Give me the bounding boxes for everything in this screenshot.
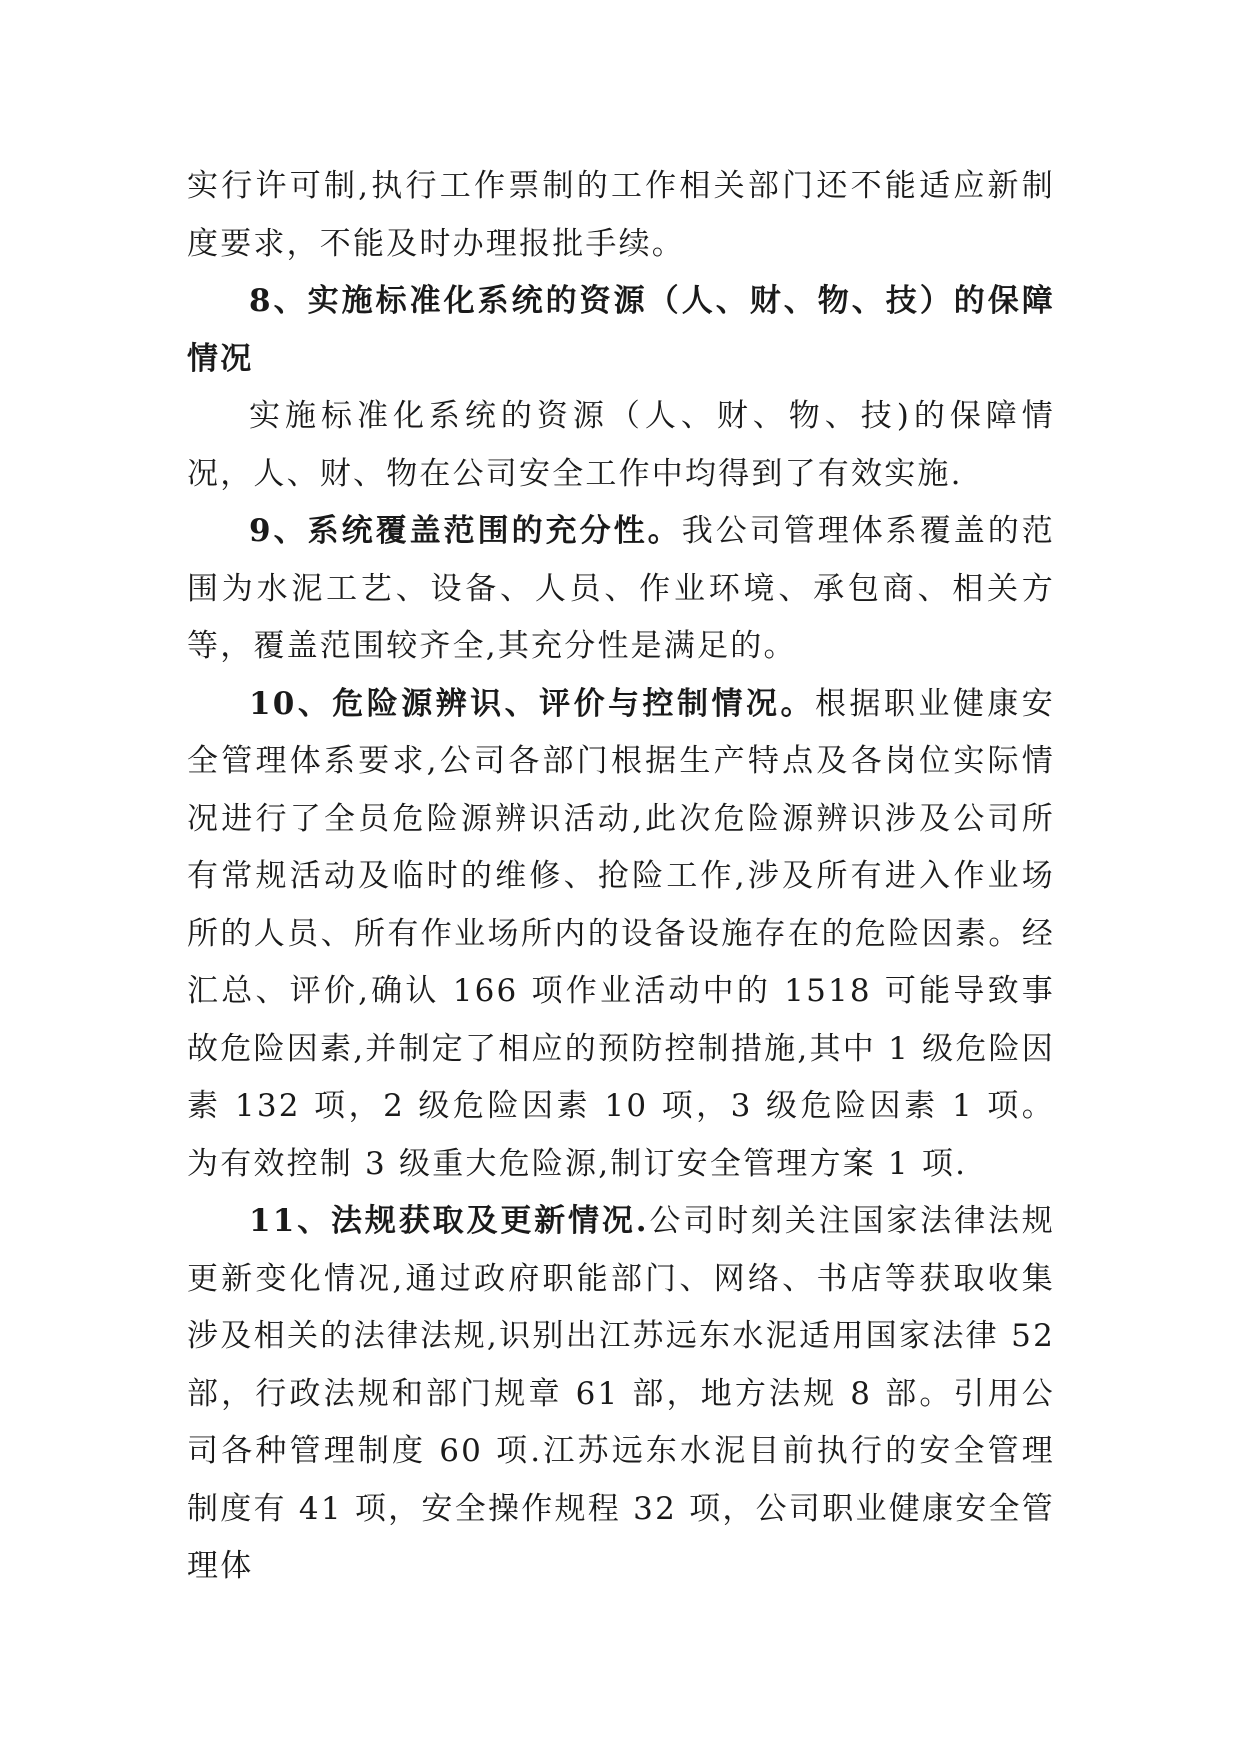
paragraph-section-11-text: 公司时刻关注国家法律法规更新变化情况,通过政府职能部门、网络、书店等获取收集涉及相关的法律法规,识别出江苏远东水泥适用国家法律 52 部，行政法规和部门规章 61 部，地方法规 8 部。引用公司各种管理制度 60 项.江苏远东水泥目前执行的安全管理制度有 41 项，安全操作规程 32 项，公司职业健康安全管理体 [187, 1203, 1056, 1584]
paragraph-section-9 [187, 503, 1055, 676]
paragraph-section-11 [187, 1193, 1055, 1596]
heading-section-9: 9、系统覆盖范围的充分性。 [249, 513, 682, 549]
paragraph-permit-system: 实行许可制,执行工作票制的工作相关部门还不能适应新制度要求，不能及时办理报批手续。 [187, 168, 1055, 262]
paragraph-section-8: 实施标准化系统的资源（人、财、物、技)的保障情况，人、财、物在公司安全工作中均得到了有效实施. [187, 398, 1055, 492]
heading-section-8: 8、实施标准化系统的资源（人、财、物、技）的保障情况 [187, 283, 1055, 377]
heading-section-10: 10、危险源辨识、评价与控制情况。 [249, 685, 815, 722]
heading-section-11: 11、法规获取及更新情况. [249, 1203, 649, 1239]
paragraph-section-10 [187, 676, 1055, 1194]
paragraph-section-9-text: 我公司管理体系覆盖的范围为水泥工艺、设备、人员、作业环境、承包商、相关方等，覆盖范围较齐全,其充分性是满足的。 [187, 513, 1055, 664]
document-body [187, 158, 1055, 1596]
paragraph-section-10-text: 根据职业健康安全管理体系要求,公司各部门根据生产特点及各岗位实际情况进行了全员危险源辨识活动,此次危险源辨识涉及公司所有常规活动及临时的维修、抢险工作,涉及所有进入作业场所的人员、所有作业场所内的设备设施存在的危险因素。经汇总、评价,确认 166 项作业活动中的 1518 可能导致事故危险因素,并制定了相应的预防控制措施,其中 1 级危险因素 132 项，2 级危险因素 10 项，3 级危险因素 1 项。为有效控制 3 级重大危险源,制订安全管理方案 1 项. [187, 685, 1055, 1182]
